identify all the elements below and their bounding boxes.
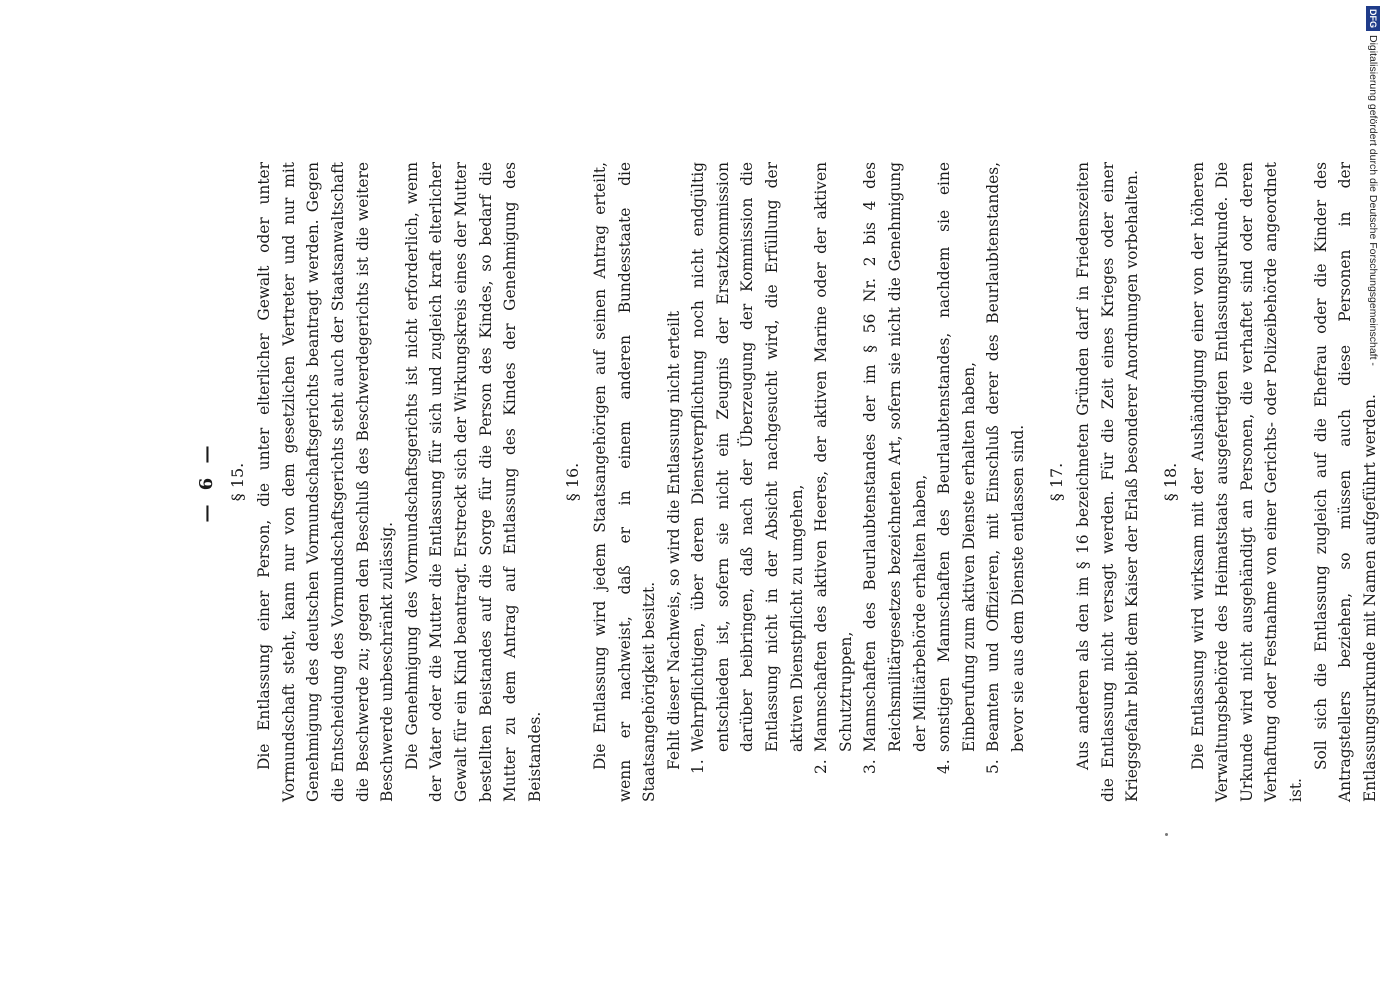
- list-item-text: Beamten und Offizieren, mit Einschluß derer des Beurlaubtenstandes, bevor sie aus dem Dienste entlassen sind.: [984, 162, 1027, 752]
- page-number: — 6 —: [196, 441, 217, 523]
- list-item-text: Mannschaften des aktiven Heeres, der aktiven Marine oder der aktiven Schutztruppen,: [812, 162, 855, 752]
- dfg-logo: DFG: [1366, 6, 1380, 31]
- section-16-list: [686, 162, 1030, 802]
- digitization-imprint: [1364, 6, 1382, 406]
- section-18-title: § 18.: [1160, 462, 1180, 502]
- section-15-title: § 15.: [227, 462, 247, 502]
- list-item: [686, 162, 809, 774]
- list-item-number: 1.: [689, 759, 708, 774]
- list-item-number: 2.: [812, 759, 831, 774]
- section-16-paragraph-1: Die Entlassung wird jedem Staatsangehörigen auf seinen Antrag erteilt, wenn er nachweist, daß er in einem anderen Bundesstaate die Staatsangehörigkeit besitzt.: [590, 162, 659, 802]
- section-16-paragraph-2: Fehlt dieser Nachweis, so wird die Entlassung nicht erteilt: [664, 310, 683, 770]
- list-item-text: sonstigen Mannschaften des Beurlaubtenstandes, nachdem sie eine Einberufung zum aktiven Dienste erhalten haben,: [935, 162, 978, 752]
- list-item: [981, 162, 1030, 774]
- list-item-text: Mannschaften des Beurlaubtenstandes der im § 56 Nr. 2 bis 4 des Reichsmilitärgesetzes bezeichneten Art, sofern sie nicht die Genehmigung der Militärbehörde erhalten haben,: [861, 162, 929, 752]
- list-item: [809, 162, 858, 774]
- list-item: [932, 162, 981, 774]
- list-item-number: 3.: [861, 759, 880, 774]
- list-item-number: 5.: [984, 759, 1003, 774]
- scan-speck: [1165, 833, 1168, 836]
- imprint-text: Digitalisierung gefördert durch die Deutsche Forschungsgemeinschaft -: [1367, 35, 1379, 366]
- list-item-number: 4.: [935, 759, 954, 774]
- section-18-paragraph-1: Die Entlassung wird wirksam mit der Aushändigung einer von der höheren Verwaltungsbehörde des Heimatstaats ausgefertigten Entlassungsurkunde. Die Urkunde wird nicht ausgehändigt an Personen, die verhaftet sind oder deren Verhaftung oder Festnahme von einer Gerichts- oder Polizeibehörde angeordnet ist.: [1188, 162, 1305, 802]
- section-16-title: § 16.: [563, 462, 583, 502]
- section-15-paragraph-2: Die Genehmigung des Vormundschaftsgerichts ist nicht erforderlich, wenn der Vater oder die Mutter die Entlassung für sich und zugleich kraft elterlicher Gewalt für ein Kind beantragt. Erstreckt sich der Wirkungskreis eines der Mutter bestellten Beistandes auf die Sorge für die Person des Kindes, so bedarf die Mutter zu dem Antrag auf Entlassung des Kindes der Genehmigung des Beistandes.: [402, 162, 544, 802]
- list-item: [858, 162, 932, 774]
- section-17-paragraph-1: Aus anderen als den im § 16 bezeichneten Gründen darf in Friedenszeiten die Entlassung nicht versagt werden. Für die Zeit eines Krieges oder einer Kriegsgefahr bleibt dem Kaiser der Erlaß besonderer Anordnungen vorbehalten.: [1074, 162, 1142, 802]
- section-15-paragraph-1: Die Entlassung einer Person, die unter elterlicher Gewalt oder unter Vormundschaft steht, kann nur von dem gesetzlichen Vertreter und nur mit Genehmigung des deutschen Vormundschaftsgerichts beantragt werden. Gegen die Entscheidung des Vormundschaftsgerichts steht auch der Staatsanwaltschaft die Beschwerde zu; gegen den Beschluß des Beschwerdegerichts ist die weitere Beschwerde unbeschränkt zulässig.: [255, 162, 397, 802]
- section-17-title: § 17.: [1046, 462, 1066, 502]
- section-18-paragraph-2: Soll sich die Entlassung zugleich auf die Ehefrau oder die Kinder des Antragstellers beziehen, so müssen auch diese Personen in der Entlassungsurkunde mit Namen aufgeführt werden.: [1311, 162, 1379, 802]
- list-item-text: Wehrpflichtigen, über deren Dienstverpflichtung noch nicht endgültig entschieden ist, sofern sie nicht ein Zeugnis der Ersatzkommission darüber beibringen, daß nach der Überzeugung der Kommission die Entlassung nicht in der Absicht nachgesucht wird, die Erfüllung der aktiven Dienstpflicht zu umgehen,: [689, 162, 806, 752]
